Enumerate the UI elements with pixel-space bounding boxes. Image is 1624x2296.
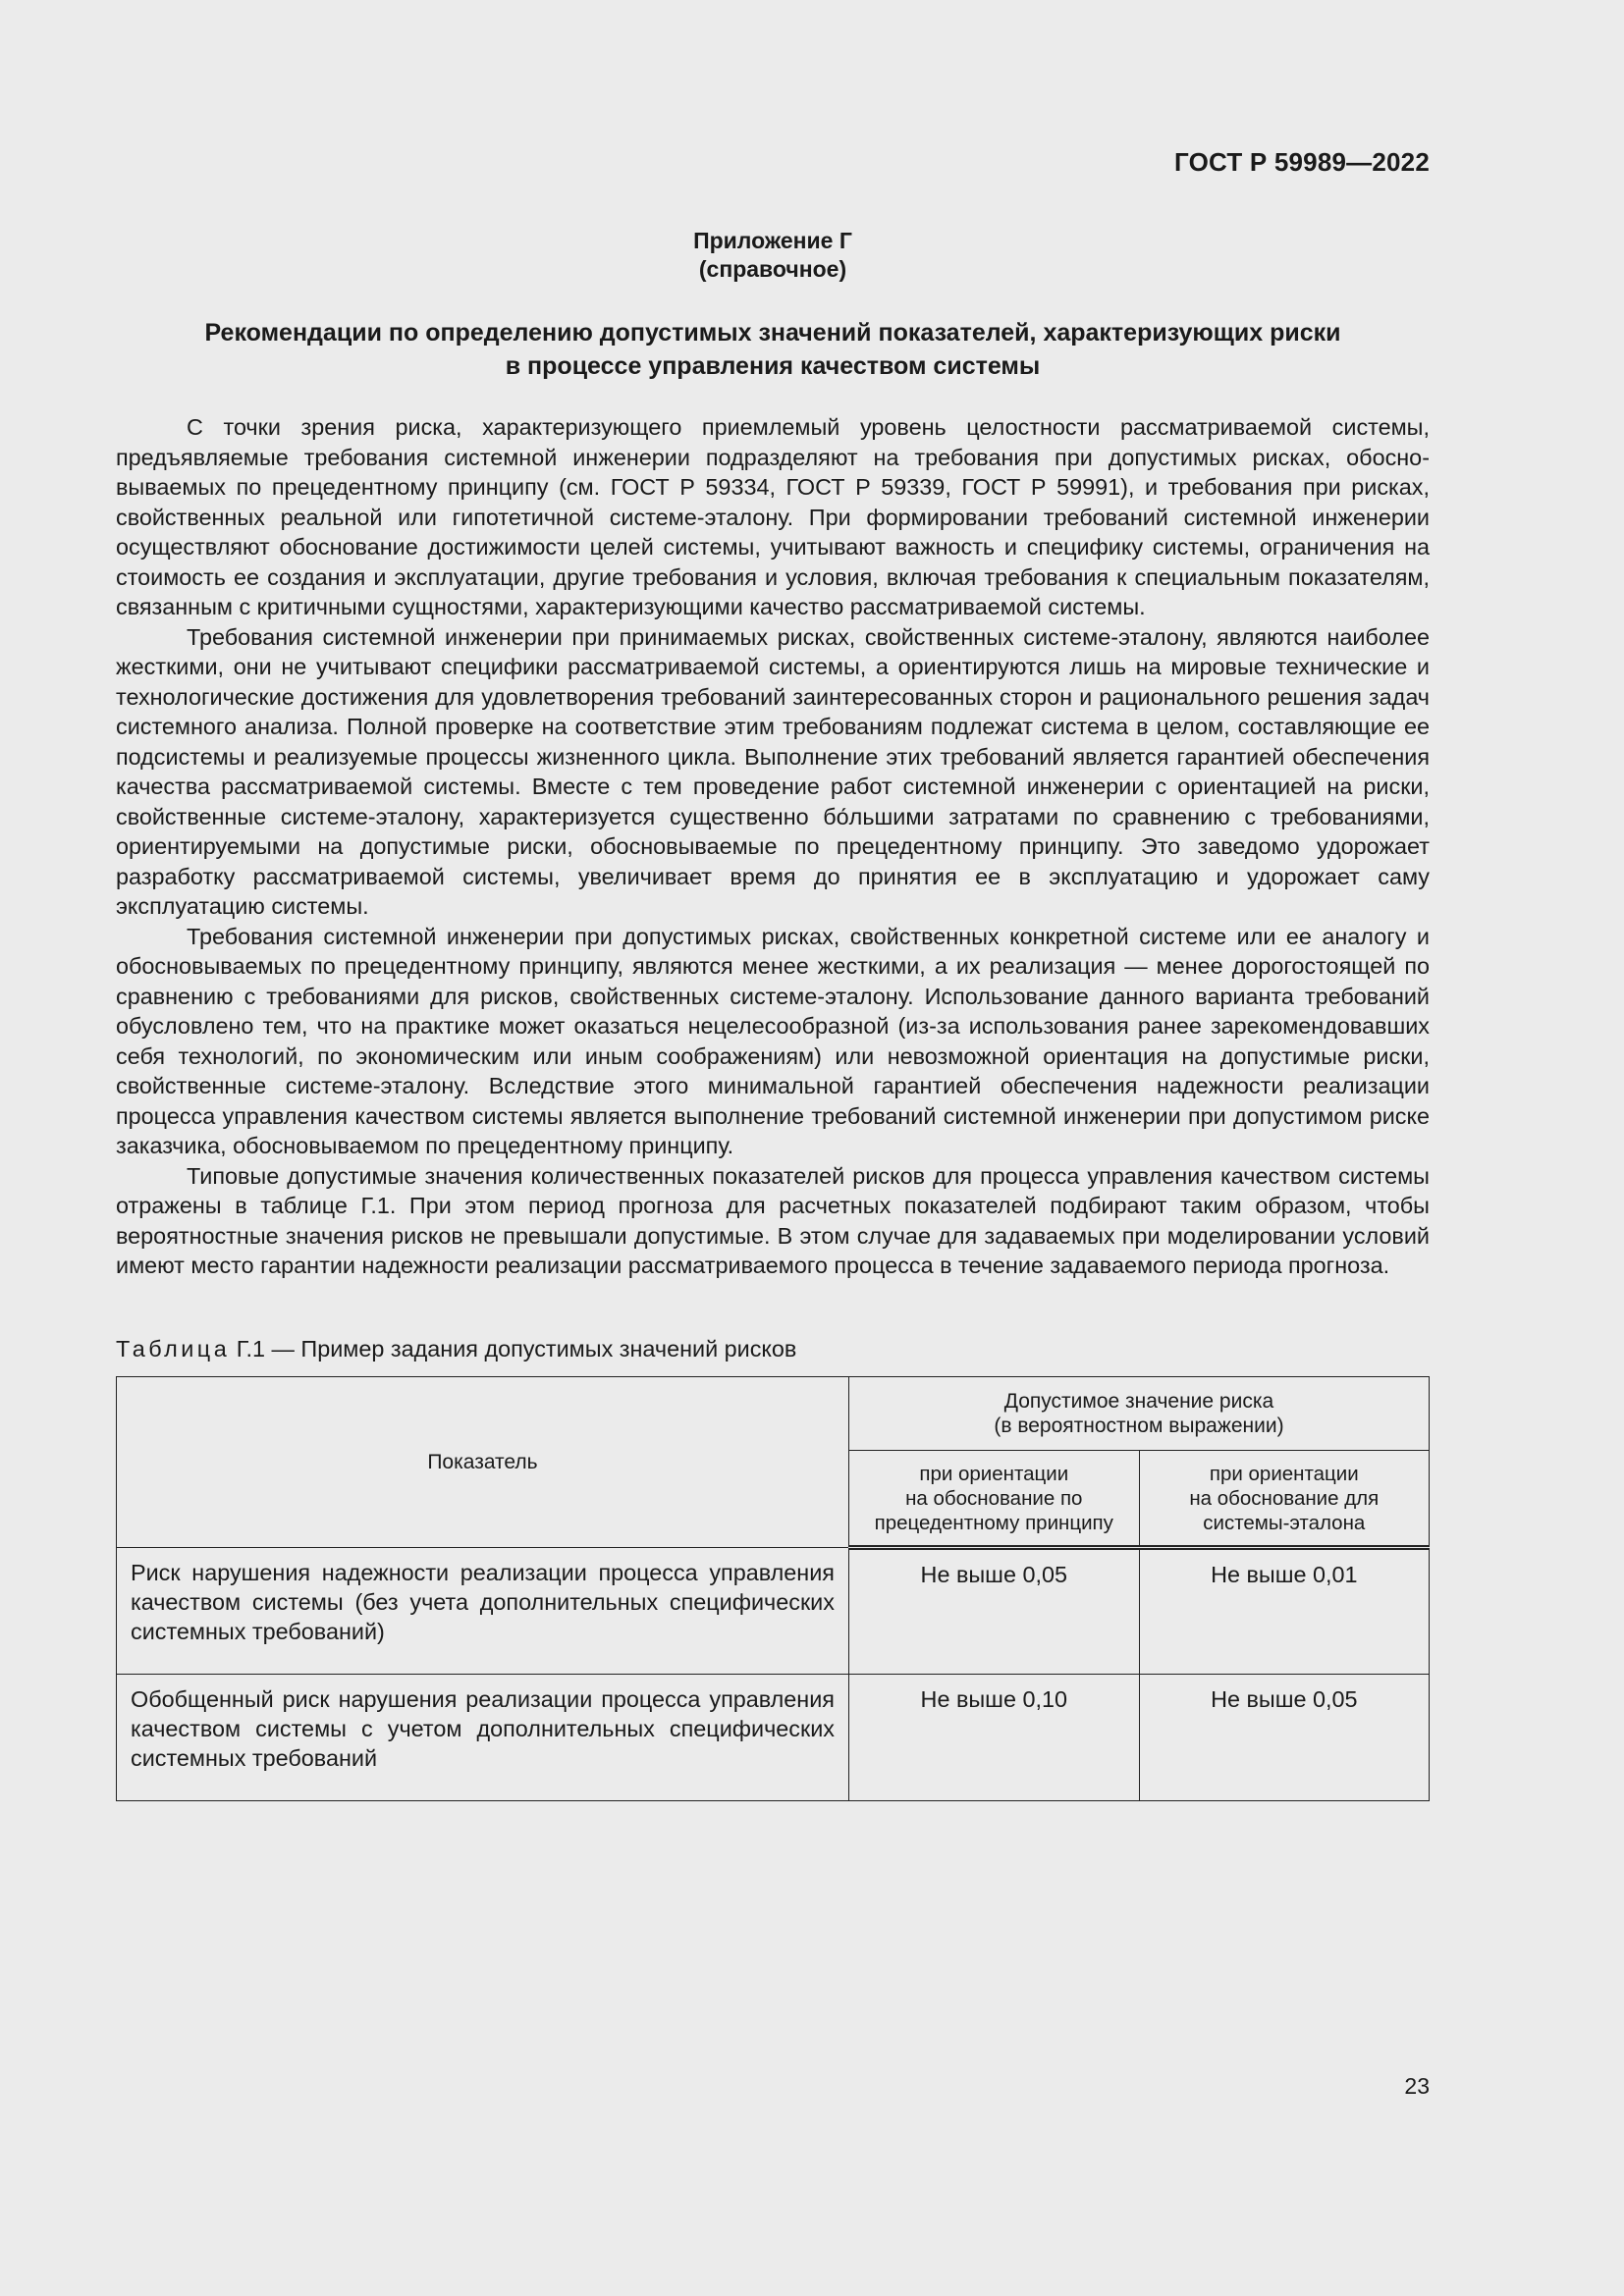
column-header-line: на обоснование по	[905, 1486, 1083, 1510]
value-cell-precedent: Не выше 0,05	[848, 1548, 1139, 1675]
appendix-title-line-2: в процессе управления качеством системы	[505, 352, 1041, 380]
appendix-title	[116, 316, 1430, 383]
value-cell-reference: Не выше 0,05	[1139, 1675, 1429, 1801]
column-header-group-line: (в вероятностном выражении)	[994, 1415, 1284, 1437]
indicator-cell: Риск нарушения надежности реализации процесса управления качеством системы (без учета дополнительных специфических системных требований)	[117, 1548, 849, 1675]
value-cell-precedent: Не выше 0,10	[848, 1675, 1139, 1801]
document-code: ГОСТ Р 59989—2022	[1174, 147, 1430, 177]
paragraph: С точки зрения риска, характеризующего приемлемый уровень целостности рассматриваемой системы, предъявляемые требования системной инженерии подразделяют на требования при допустимых рисках, обосновываемых по прецедентному принципу (см. ГОСТ Р 59334, ГОСТ Р 59339, ГОСТ Р 59991), и требования при рисках, свойственных реальной или гипотетичной системе-эталону. При формировании требований системной инженерии осуществляют обоснование достижимости целей системы, учитывают важность и специфику системы, ограничения на стоимость ее создания и эксплуатации, другие требования и условия, включая требования к специальным показателям, связанным с критичными сущностями, характеризующими качество рассматриваемой системы.	[116, 414, 1430, 619]
column-header-line: при ориентации	[919, 1462, 1069, 1485]
column-header-group	[848, 1377, 1429, 1451]
appendix-type: (справочное)	[698, 256, 847, 282]
column-header-reference-system	[1139, 1451, 1429, 1548]
appendix-title-line-1: Рекомендации по определению допустимых значений показателей, характеризующих риски	[204, 319, 1341, 347]
risk-values-table	[116, 1376, 1430, 1801]
paragraph: Требования системной инженерии при допустимых рисках, свойственных конкретной системе или ее аналогу и обосновываемых по прецедентному принципу, являются менее жесткими, а их реализация — менее дорогостоящей по сравнению с требованиями для рисков, свойственных системе-эталону. Использование данного варианта требований обусловлено тем, что на практике может оказаться нецелесообразной (из-за использования ранее зарекомендовавших себя технологий, по экономическим или иным соображениям) или невозможной ориентация на допустимые риски, свойственные системе-эталону. Вследствие этого минимальной гарантией обеспечения надежности реализации процесса управления качеством системы является выполнение требований системной инженерии при допустимом риске заказчика, обосновываемом по прецедентному принципу.	[116, 923, 1430, 1158]
column-header-line: системы-эталона	[1203, 1511, 1366, 1534]
column-header-group-line: Допустимое значение риска	[1003, 1390, 1274, 1413]
appendix-label: Приложение Г	[693, 228, 852, 253]
table-row	[117, 1675, 1430, 1801]
body-text	[116, 412, 1430, 1281]
column-header-line: при ориентации	[1209, 1462, 1359, 1485]
appendix-heading	[116, 227, 1430, 284]
column-header-line: прецедентному принципу	[874, 1511, 1113, 1534]
table-row	[117, 1548, 1430, 1675]
page-number: 23	[1404, 2073, 1430, 2099]
indicator-cell: Обобщенный риск нарушения реализации процесса управления качеством системы с учетом дополнительных специфических системных требований	[117, 1675, 849, 1801]
column-header-line: на обоснование для	[1189, 1486, 1380, 1510]
column-header-precedent	[848, 1451, 1139, 1548]
column-header-indicator: Показатель	[117, 1377, 849, 1548]
paragraph: Требования системной инженерии при принимаемых рисках, свойственных системе-эталону, являются наиболее жесткими, они не учитывают специфики рассматриваемой системы, а ориентируются лишь на мировые технические и технологические достижения для удовлетворения требований заинтересованных сторон и рационального решения задач системного анализа. Полной проверке на соответствие этим требованиям подлежат система в целом, составляющие ее подсистемы и реализуемые процессы жизненного цикла. Выполнение этих требований является гарантией обеспечения качества рассматриваемой системы. Вместе с тем проведение работ системной инженерии с ориентацией на риски, свойственные системе-эталону, характеризуется существенно бо́льшими затратами по сравнению с требованиями, ориентируемыми на допустимые риски, обосновываемые по прецедентному принципу. Это заведомо удорожает разработку рассматриваемой системы, увеличивает время до принятия ее в эксплуатацию и удорожает саму эксплуатацию системы.	[116, 623, 1430, 919]
table-caption-text: Г.1 — Пример задания допустимых значений рисков	[236, 1336, 797, 1362]
paragraph: Типовые допустимые значения количественных показателей рисков для процесса управления качеством системы отражены в таблице Г.1. При этом период прогноза для расчетных показателей подбирают таким образом, чтобы вероятностные значения рисков не превышали допустимые. В этом случае для задаваемых при моделировании условий имеют место гарантии надежности реализации рассматриваемого процесса в течение задаваемого периода прогноза.	[116, 1162, 1430, 1278]
value-cell-reference: Не выше 0,01	[1139, 1548, 1429, 1675]
table-caption-label: Таблица	[116, 1336, 231, 1362]
table-caption	[116, 1334, 796, 1363]
